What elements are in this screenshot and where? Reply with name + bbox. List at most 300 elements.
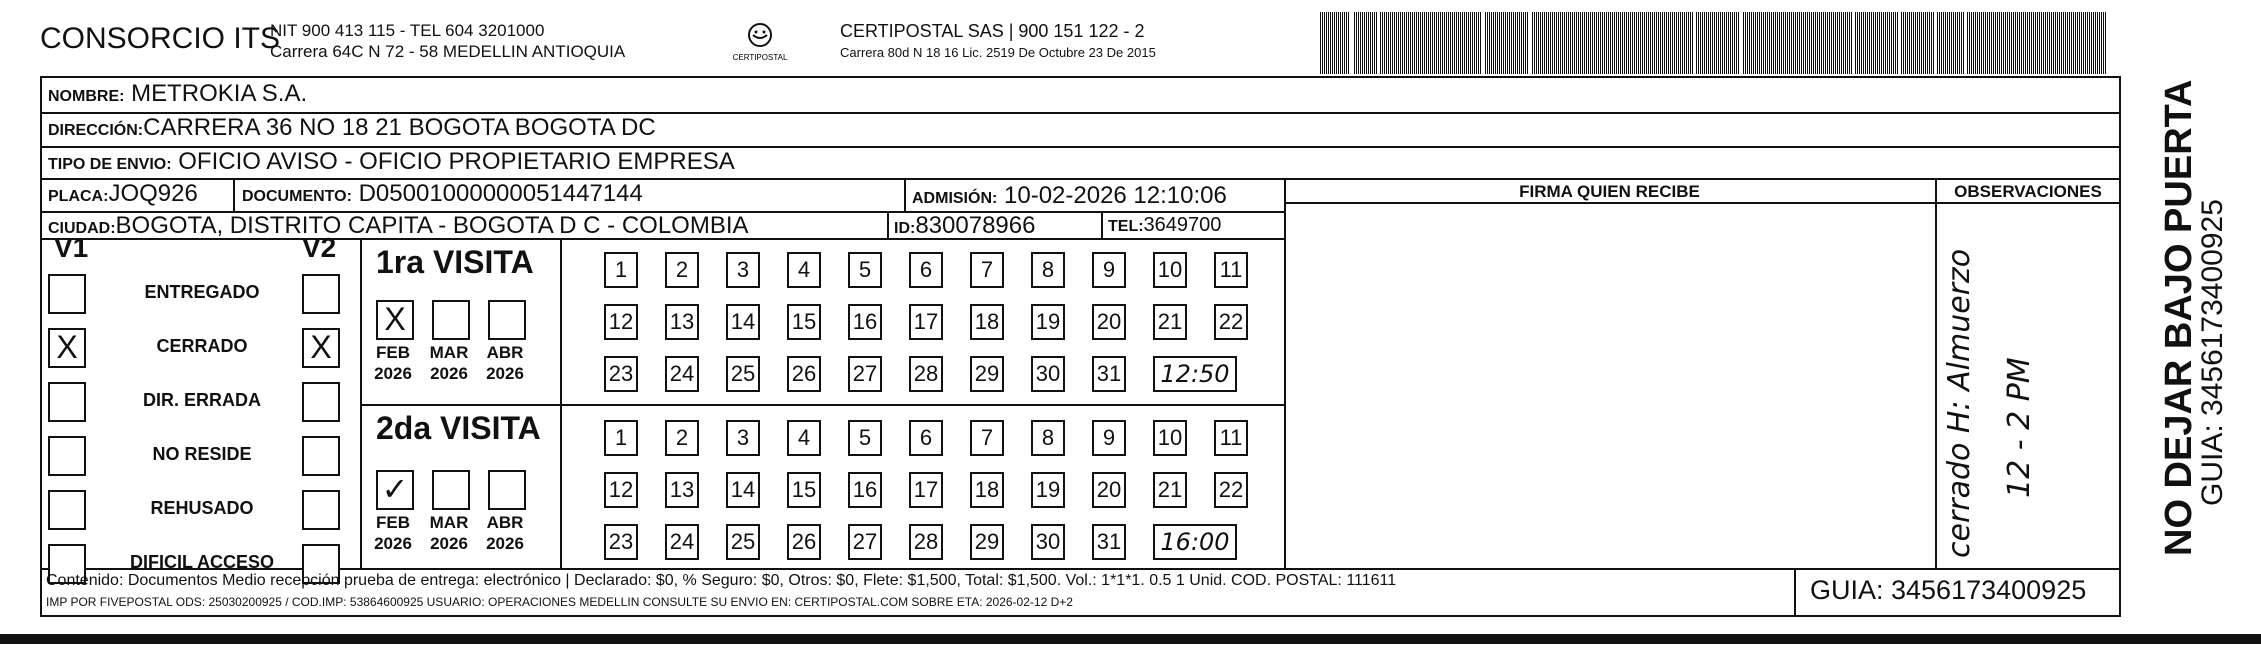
barcode-bar xyxy=(1590,12,1591,74)
barcode-bar xyxy=(1532,12,1533,74)
barcode-bar xyxy=(2031,12,2032,74)
barcode-bar xyxy=(1523,12,1524,74)
barcode-bar xyxy=(1592,12,1593,74)
v2-checkbox xyxy=(302,490,340,530)
contenido-text: Contenido: Documentos Medio recepción prueba de entrega: electrónico | Declarado: $0, % Seguro: $0, Otros: $0, Flete: $1,500, Total: $1,500. Vol.: 1*1*1. 0.5 1 Unid. COD. POSTAL: 111611 xyxy=(46,572,1397,589)
barcode-bar xyxy=(2097,12,2098,74)
barcode-bar xyxy=(1572,12,1573,74)
day-box: 7 xyxy=(970,420,1004,456)
barcode-bar xyxy=(2015,12,2016,74)
barcode-bar xyxy=(1414,12,1415,74)
day-box: 15 xyxy=(787,472,821,508)
barcode-bar xyxy=(1897,12,1898,74)
barcode-bar xyxy=(1759,12,1760,74)
barcode-bar xyxy=(1344,12,1345,74)
day-box: 10 xyxy=(1153,252,1187,288)
day-box: 1 xyxy=(604,420,638,456)
barcode-bar xyxy=(1987,12,1988,74)
barcode-bar xyxy=(1614,12,1615,74)
barcode-bar xyxy=(1941,12,1942,74)
barcode-bar xyxy=(1630,12,1631,74)
v1-checkbox xyxy=(48,436,86,476)
day-box: 25 xyxy=(726,356,760,392)
barcode-bar xyxy=(2075,12,2076,74)
barcode-bar xyxy=(1779,12,1780,74)
barcode-bar xyxy=(1376,12,1377,74)
barcode-bar xyxy=(1356,12,1357,74)
barcode-bar xyxy=(2085,12,2086,74)
barcode-bar xyxy=(1666,12,1667,74)
month-year: 2026 xyxy=(486,364,524,383)
first-visit-title: 1ra VISITA xyxy=(376,244,534,280)
barcode-bar xyxy=(1931,12,1932,74)
barcode-bar xyxy=(1436,12,1437,74)
barcode-bar xyxy=(1851,12,1852,74)
barcode-bar xyxy=(2099,12,2100,74)
barcode-bar xyxy=(1799,12,1800,74)
month-label xyxy=(476,342,534,384)
barcode-bar xyxy=(2007,12,2008,74)
second-visit-title: 2da VISITA xyxy=(376,410,541,446)
barcode-bar xyxy=(1400,12,1401,74)
barcode-bar xyxy=(1831,12,1832,74)
barcode-bar xyxy=(2071,12,2072,74)
barcode-bar xyxy=(1642,12,1643,74)
barcode-bar xyxy=(1320,12,1321,74)
day-box: 30 xyxy=(1031,356,1065,392)
barcode-bar xyxy=(1801,12,1802,74)
barcode-bar xyxy=(1698,12,1699,74)
day-box: 3 xyxy=(726,252,760,288)
day-box: 21 xyxy=(1153,472,1187,508)
barcode-bar xyxy=(2051,12,2052,74)
barcode-bar xyxy=(1434,12,1435,74)
v1-checkbox xyxy=(48,274,86,314)
barcode-bar xyxy=(1380,12,1381,74)
barcode-bar xyxy=(1913,12,1914,74)
barcode-bar xyxy=(2009,12,2010,74)
day-box: 23 xyxy=(604,524,638,560)
barcode-bar xyxy=(1368,12,1369,74)
barcode-bar xyxy=(1348,12,1349,74)
day-box: 12 xyxy=(604,304,638,340)
barcode-bar xyxy=(1322,12,1323,74)
barcode-bar xyxy=(1338,12,1339,74)
barcode-bar xyxy=(1787,12,1788,74)
company-info xyxy=(270,20,625,62)
barcode-bar xyxy=(1753,12,1754,74)
barcode-bar xyxy=(1688,12,1689,74)
barcode-bar xyxy=(1548,12,1549,74)
barcode-bar xyxy=(1636,12,1637,74)
no-dejar-warning: NO DEJAR BAJO PUERTA xyxy=(2158,79,2200,556)
barcode-bar xyxy=(2035,12,2036,74)
barcode-bar xyxy=(1907,12,1908,74)
barcode-bar xyxy=(1747,12,1748,74)
day-box: 8 xyxy=(1031,252,1065,288)
barcode-bar xyxy=(2025,12,2026,74)
barcode-bar xyxy=(1416,12,1417,74)
barcode-bar xyxy=(1468,12,1469,74)
barcode-bar xyxy=(1859,12,1860,74)
barcode-bar xyxy=(1849,12,1850,74)
barcode-bar xyxy=(1710,12,1711,74)
barcode-bar xyxy=(1476,12,1477,74)
barcode-bar xyxy=(1773,12,1774,74)
barcode-bar xyxy=(1346,12,1347,74)
barcode-bar xyxy=(1891,12,1892,74)
day-box: 11 xyxy=(1214,420,1248,456)
barcode-bar xyxy=(1560,12,1561,74)
day-box: 31 xyxy=(1092,524,1126,560)
barcode-bar xyxy=(2081,12,2082,74)
barcode-bar xyxy=(1440,12,1441,74)
day-box: 27 xyxy=(848,356,882,392)
barcode-bar xyxy=(1521,12,1522,74)
barcode-bar xyxy=(1668,12,1669,74)
barcode-bar xyxy=(1632,12,1633,74)
barcode-bar xyxy=(1564,12,1565,74)
barcode-bar xyxy=(1797,12,1798,74)
barcode-bar xyxy=(1997,12,1998,74)
barcode-bar xyxy=(1638,12,1639,74)
barcode-bar xyxy=(1722,12,1723,74)
barcode-bar xyxy=(1720,12,1721,74)
barcode-bar xyxy=(1835,12,1836,74)
barcode-bar xyxy=(1929,12,1930,74)
barcode-bar xyxy=(1362,12,1363,74)
barcode-bar xyxy=(2049,12,2050,74)
day-box: 10 xyxy=(1153,420,1187,456)
barcode-bar xyxy=(2003,12,2004,74)
barcode-bar xyxy=(1360,12,1361,74)
day-box: 4 xyxy=(787,420,821,456)
barcode-bar xyxy=(1372,12,1373,74)
day-box: 5 xyxy=(848,252,882,288)
day-box: 9 xyxy=(1092,252,1126,288)
barcode-bar xyxy=(1991,12,1992,74)
barcode-bar xyxy=(1947,12,1948,74)
barcode-bar xyxy=(1795,12,1796,74)
barcode-bar xyxy=(2087,12,2088,74)
barcode-bar xyxy=(1364,12,1365,74)
barcode-bar xyxy=(1610,12,1611,74)
v1-checkbox xyxy=(48,382,86,422)
admision-field: ADMISIÓN: 10-02-2026 12:10:06 xyxy=(912,182,1227,209)
v2-checkbox: X xyxy=(302,328,340,368)
barcode-bar xyxy=(2083,12,2084,74)
barcode-bar xyxy=(1458,12,1459,74)
day-box: 16 xyxy=(848,472,882,508)
barcode-bar xyxy=(2057,12,2058,74)
month-year: 2026 xyxy=(430,534,468,553)
day-box: 25 xyxy=(726,524,760,560)
barcode-bar xyxy=(1404,12,1405,74)
barcode-bar xyxy=(1542,12,1543,74)
day-box: 9 xyxy=(1092,420,1126,456)
barcode-bar xyxy=(1945,12,1946,74)
visit-time: 16:00 xyxy=(1153,524,1237,560)
barcode-bar xyxy=(1875,12,1876,74)
barcode-bar xyxy=(1374,12,1375,74)
barcode-bar xyxy=(1388,12,1389,74)
barcode-bar xyxy=(1730,12,1731,74)
barcode-bar xyxy=(1646,12,1647,74)
barcode-bar xyxy=(1825,12,1826,74)
barcode-bar xyxy=(2077,12,2078,74)
barcode-bar xyxy=(1616,12,1617,74)
day-box: 27 xyxy=(848,524,882,560)
barcode-bar xyxy=(1943,12,1944,74)
barcode-bar xyxy=(1650,12,1651,74)
day-box: 30 xyxy=(1031,524,1065,560)
barcode-bar xyxy=(1815,12,1816,74)
barcode-bar xyxy=(2101,12,2102,74)
month-checkbox xyxy=(488,300,526,340)
barcode-bar xyxy=(1716,12,1717,74)
barcode-bar xyxy=(1977,12,1978,74)
month-name: FEB xyxy=(376,343,410,362)
barcode-bar xyxy=(1628,12,1629,74)
barcode-bar xyxy=(1841,12,1842,74)
bottom-edge xyxy=(0,634,2261,644)
barcode-bar xyxy=(1664,12,1665,74)
barcode-bar xyxy=(1588,12,1589,74)
tipo-envio-field: TIPO DE ENVIO: OFICIO AVISO - OFICIO PROPIETARIO EMPRESA xyxy=(48,148,735,175)
barcode-bar xyxy=(1618,12,1619,74)
barcode-bar xyxy=(1785,12,1786,74)
barcode-bar xyxy=(1654,12,1655,74)
barcode-bar xyxy=(1919,12,1920,74)
barcode-bar xyxy=(1670,12,1671,74)
barcode-bar xyxy=(2045,12,2046,74)
barcode-bar xyxy=(1501,12,1502,74)
barcode-bar xyxy=(1328,12,1329,74)
barcode-bar xyxy=(2043,12,2044,74)
barcode-bar xyxy=(1889,12,1890,74)
status-label: DIFICIL ACCESO xyxy=(129,552,274,572)
barcode-bar xyxy=(1420,12,1421,74)
nit-line: NIT 900 413 115 - TEL 604 3201000 xyxy=(270,21,545,40)
barcode-bar xyxy=(1783,12,1784,74)
barcode-bar xyxy=(1811,12,1812,74)
barcode-bar xyxy=(2017,12,2018,74)
barcode-bar xyxy=(1470,12,1471,74)
brand-name: CONSORCIO ITS xyxy=(40,22,281,55)
barcode-bar xyxy=(1544,12,1545,74)
barcode-bar xyxy=(1444,12,1445,74)
barcode-bar xyxy=(2047,12,2048,74)
v1-label: V1 xyxy=(54,232,89,263)
day-box: 26 xyxy=(787,524,821,560)
barcode-bar xyxy=(1622,12,1623,74)
barcode-bar xyxy=(2069,12,2070,74)
barcode-bar xyxy=(1817,12,1818,74)
barcode-bar xyxy=(1580,12,1581,74)
barcode-bar xyxy=(1684,12,1685,74)
barcode-bar xyxy=(2005,12,2006,74)
barcode-bar xyxy=(1558,12,1559,74)
barcode-bar xyxy=(1839,12,1840,74)
barcode-bar xyxy=(1789,12,1790,74)
barcode-bar xyxy=(1983,12,1984,74)
barcode-bar xyxy=(1837,12,1838,74)
barcode-bar xyxy=(2063,12,2064,74)
barcode-bar xyxy=(1511,12,1512,74)
barcode-bar xyxy=(2027,12,2028,74)
delivery-form xyxy=(40,76,2121,617)
barcode-bar xyxy=(1757,12,1758,74)
month-name: FEB xyxy=(376,513,410,532)
barcode-bar xyxy=(1342,12,1343,74)
barcode-bar xyxy=(1598,12,1599,74)
day-box: 19 xyxy=(1031,472,1065,508)
barcode-bar xyxy=(1430,12,1431,74)
day-box: 16 xyxy=(848,304,882,340)
barcode-bar xyxy=(1726,12,1727,74)
barcode-bar xyxy=(1963,12,1964,74)
barcode-bar xyxy=(1608,12,1609,74)
barcode-bar xyxy=(1330,12,1331,74)
barcode-bar xyxy=(1791,12,1792,74)
barcode-bar xyxy=(1640,12,1641,74)
barcode-bar xyxy=(1895,12,1896,74)
observacion-hand-2: 12 - 2 PM xyxy=(2002,357,2037,498)
barcode-bar xyxy=(1527,12,1528,74)
barcode-bar xyxy=(1728,12,1729,74)
barcode-bar xyxy=(1805,12,1806,74)
barcode-bar xyxy=(1953,12,1954,74)
barcode-bar xyxy=(1887,12,1888,74)
month-name: MAR xyxy=(429,513,469,532)
day-box: 19 xyxy=(1031,304,1065,340)
month-checkbox: X xyxy=(376,300,414,340)
barcode-bar xyxy=(1903,12,1904,74)
barcode-bar xyxy=(1979,12,1980,74)
barcode-bar xyxy=(1386,12,1387,74)
barcode-bar xyxy=(1460,12,1461,74)
ciudad-field: CIUDAD:BOGOTA, DISTRITO CAPITA - BOGOTA D C - COLOMBIA xyxy=(48,212,749,239)
barcode-bar xyxy=(1358,12,1359,74)
barcode-bar xyxy=(1767,12,1768,74)
barcode-bar xyxy=(1480,12,1481,74)
barcode-bar xyxy=(2037,12,2038,74)
barcode-bar xyxy=(1682,12,1683,74)
month-checkbox: ✓ xyxy=(376,470,414,510)
barcode-bar xyxy=(1509,12,1510,74)
barcode-bar xyxy=(1807,12,1808,74)
documento-field: DOCUMENTO: D05001000000051447144 xyxy=(242,180,643,207)
day-box: 29 xyxy=(970,524,1004,560)
day-box: 31 xyxy=(1092,356,1126,392)
side-guia: GUIA: 3456173400925 xyxy=(2196,199,2229,506)
barcode-bar xyxy=(1700,12,1701,74)
v2-checkbox xyxy=(302,382,340,422)
day-box: 24 xyxy=(665,524,699,560)
barcode-bar xyxy=(1702,12,1703,74)
barcode-bar xyxy=(1933,12,1934,74)
status-label: NO RESIDE xyxy=(152,444,252,464)
month-checkbox xyxy=(432,300,470,340)
barcode-bar xyxy=(1911,12,1912,74)
barcode-bar xyxy=(1949,12,1950,74)
imp-text: IMP POR FIVEPOSTAL ODS: 25030200925 / COD.IMP: 53864600925 USUARIO: OPERACIONES MEDELLIN CONSULTE SU ENVIO EN: CERTIPOSTAL.COM SOBRE ETA: 2026-02-12 D+2 xyxy=(46,595,1073,609)
barcode-bar xyxy=(1576,12,1577,74)
barcode-bar xyxy=(1574,12,1575,74)
barcode-bar xyxy=(1487,12,1488,74)
barcode-bar xyxy=(1326,12,1327,74)
barcode-bar xyxy=(1971,12,1972,74)
barcode-bar xyxy=(2067,12,2068,74)
barcode-bar xyxy=(1765,12,1766,74)
barcode-bar xyxy=(1432,12,1433,74)
barcode-bar xyxy=(1901,12,1902,74)
day-box: 15 xyxy=(787,304,821,340)
barcode-bar xyxy=(1648,12,1649,74)
barcode-bar xyxy=(1485,12,1486,74)
month-year: 2026 xyxy=(374,364,412,383)
day-box: 3 xyxy=(726,420,760,456)
v1-checkbox: X xyxy=(48,328,86,368)
barcode-bar xyxy=(1863,12,1864,74)
barcode-bar xyxy=(1686,12,1687,74)
certipostal-address: Carrera 80d N 18 16 Lic. 2519 De Octubre 23 De 2015 xyxy=(840,45,1156,60)
month-name: ABR xyxy=(486,513,524,532)
barcode-bar xyxy=(1426,12,1427,74)
barcode-bar xyxy=(1724,12,1725,74)
barcode-bar xyxy=(1390,12,1391,74)
barcode-bar xyxy=(2061,12,2062,74)
barcode-bar xyxy=(1995,12,1996,74)
day-box: 7 xyxy=(970,252,1004,288)
day-box: 20 xyxy=(1092,472,1126,508)
barcode-bar xyxy=(1540,12,1541,74)
month-name: ABR xyxy=(486,343,524,362)
barcode-bar xyxy=(1408,12,1409,74)
barcode-bar xyxy=(1761,12,1762,74)
tel-field: TEL:3649700 xyxy=(1108,214,1222,236)
barcode-bar xyxy=(1905,12,1906,74)
observaciones-label: OBSERVACIONES xyxy=(1954,182,2102,201)
barcode-bar xyxy=(1749,12,1750,74)
barcode-bar xyxy=(1676,12,1677,74)
barcode-bar xyxy=(1418,12,1419,74)
barcode-bar xyxy=(2055,12,2056,74)
day-box: 18 xyxy=(970,304,1004,340)
observacion-hand-1: cerrado H: Almuerzo xyxy=(1942,248,1977,558)
barcode-bar xyxy=(1562,12,1563,74)
barcode-bar xyxy=(1658,12,1659,74)
barcode-bar xyxy=(1626,12,1627,74)
barcode-bar xyxy=(1454,12,1455,74)
barcode-bar xyxy=(1712,12,1713,74)
barcode-bar xyxy=(2013,12,2014,74)
nombre-field: NOMBRE: METROKIA S.A. xyxy=(48,80,308,107)
barcode-bar xyxy=(1845,12,1846,74)
barcode-bar xyxy=(1396,12,1397,74)
barcode-bar xyxy=(1961,12,1962,74)
barcode-bar xyxy=(1489,12,1490,74)
barcode-bar xyxy=(1973,12,1974,74)
barcode-bar xyxy=(1865,12,1866,74)
day-box: 1 xyxy=(604,252,638,288)
barcode-bar xyxy=(1925,12,1926,74)
barcode-bar xyxy=(2021,12,2022,74)
day-box: 8 xyxy=(1031,420,1065,456)
barcode-bar xyxy=(2095,12,2096,74)
month-label xyxy=(420,342,478,384)
barcode-bar xyxy=(1967,12,1968,74)
